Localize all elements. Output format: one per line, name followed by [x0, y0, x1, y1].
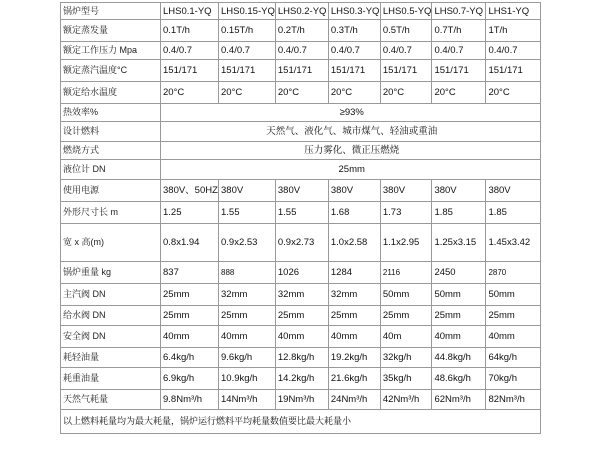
table-cell: 837: [161, 262, 219, 284]
table-row: [61, 82, 541, 104]
table-row: [61, 60, 541, 82]
table-cell: LHS1-YQ: [486, 3, 541, 20]
table-cell: 0.9x2.73: [275, 224, 328, 262]
table-cell: 0.5T/h: [380, 20, 432, 42]
row-label: 主汽阀 DN: [61, 284, 161, 306]
table-cell: 0.9x2.53: [219, 224, 276, 262]
table-cell: 0.7T/h: [432, 20, 486, 42]
table-cell: 151/171: [432, 60, 486, 82]
table-cell: 0.4/0.7: [486, 42, 541, 60]
table-row: [61, 3, 541, 20]
row-label: 额定工作压力 Mpa: [61, 42, 161, 60]
table-cell: 1.25x3.15: [432, 224, 486, 262]
table-cell: 380V: [380, 180, 432, 202]
table-row: [61, 410, 541, 434]
table-cell: 42Nm³/h: [380, 390, 432, 410]
table-cell: 0.4/0.7: [161, 42, 219, 60]
row-label: 额定蒸汽温度°C: [61, 60, 161, 82]
table-cell: 1284: [328, 262, 380, 284]
row-label: 锅炉型号: [61, 3, 161, 20]
table-cell: 82Nm³/h: [486, 390, 541, 410]
table-cell: 44.8kg/h: [432, 348, 486, 368]
table-row: [61, 326, 541, 348]
table-cell: 0.4/0.7: [219, 42, 276, 60]
row-label: 燃烧方式: [61, 142, 161, 160]
table-cell: 2450: [432, 262, 486, 284]
table-cell: LHS0.1-YQ: [161, 3, 219, 20]
table-cell: 25mm: [219, 306, 276, 326]
table-cell: 151/171: [486, 60, 541, 82]
table-cell: 20°C: [486, 82, 541, 104]
row-label: 耗重油量: [61, 368, 161, 390]
row-label: 锅炉重量 kg: [61, 262, 161, 284]
table-cell: 25mm: [275, 306, 328, 326]
table-cell: 0.1T/h: [161, 20, 219, 42]
table-cell: 1.85: [486, 202, 541, 224]
table-cell: 70kg/h: [486, 368, 541, 390]
table-cell: 1.1x2.95: [380, 224, 432, 262]
table-cell: 9.6kg/h: [219, 348, 276, 368]
table-cell: 64kg/h: [486, 348, 541, 368]
table-cell: 19Nm³/h: [275, 390, 328, 410]
table-cell: 1.0x2.58: [328, 224, 380, 262]
row-label: 液位计 DN: [61, 160, 161, 180]
table-row: [61, 348, 541, 368]
table-cell: 380V: [486, 180, 541, 202]
table-cell: LHS0.2-YQ: [275, 3, 328, 20]
table-cell: 380V、50HZ: [161, 180, 219, 202]
table-cell: 1.55: [219, 202, 276, 224]
table-cell: 0.3T/h: [328, 20, 380, 42]
table-cell: 380V: [328, 180, 380, 202]
row-label: 热效率%: [61, 104, 161, 122]
table-cell: 0.4/0.7: [432, 42, 486, 60]
table-note: 以上燃料耗量均为最大耗量，锅炉运行燃料平均耗量数值要比最大耗量小: [61, 410, 541, 434]
table-cell: 6.9kg/h: [161, 368, 219, 390]
row-label: 给水阀 DN: [61, 306, 161, 326]
boiler-spec-table: [60, 2, 541, 434]
table-cell: 1.73: [380, 202, 432, 224]
row-label: 使用电源: [61, 180, 161, 202]
table-cell: 151/171: [161, 60, 219, 82]
table-cell: 20°C: [161, 82, 219, 104]
table-cell: 380V: [275, 180, 328, 202]
table-cell: 50mm: [486, 284, 541, 306]
table-cell: 25mm: [486, 306, 541, 326]
table-cell: 6.4kg/h: [161, 348, 219, 368]
table-cell: 1.25: [161, 202, 219, 224]
table-cell: 151/171: [328, 60, 380, 82]
table-cell: 25mm: [380, 306, 432, 326]
table-cell: 50mm: [432, 284, 486, 306]
table-cell: 2870: [486, 262, 541, 284]
table-cell: LHS0.15-YQ: [219, 3, 276, 20]
table-row: [61, 20, 541, 42]
table-cell: 0.15T/h: [219, 20, 276, 42]
table-cell: 151/171: [275, 60, 328, 82]
table-cell: 40mm: [432, 326, 486, 348]
table-cell: 25mm: [161, 284, 219, 306]
table-cell: 380V: [219, 180, 276, 202]
table-cell: ≥93%: [161, 104, 541, 122]
table-cell: 50mm: [380, 284, 432, 306]
table-cell: 压力雾化、微正压燃烧: [161, 142, 541, 160]
table-cell: 天然气、液化气、城市煤气、轻油或重油: [161, 122, 541, 142]
table-cell: 14.2kg/h: [275, 368, 328, 390]
table-cell: 62Nm³/h: [432, 390, 486, 410]
table-cell: 12.8kg/h: [275, 348, 328, 368]
table-cell: 32mm: [275, 284, 328, 306]
table-cell: LHS0.3-YQ: [328, 3, 380, 20]
table-cell: 40mm: [328, 326, 380, 348]
row-label: 外形尺寸长 m: [61, 202, 161, 224]
table-cell: 20°C: [219, 82, 276, 104]
table-cell: 21.6kg/h: [328, 368, 380, 390]
table-row: [61, 160, 541, 180]
table-row: [61, 42, 541, 60]
row-label: 额定给水温度: [61, 82, 161, 104]
table-row: [61, 224, 541, 262]
table-cell: 0.8x1.94: [161, 224, 219, 262]
table-cell: 32kg/h: [380, 348, 432, 368]
table-row: [61, 202, 541, 224]
table-cell: 25mm: [432, 306, 486, 326]
table-cell: 19.2kg/h: [328, 348, 380, 368]
table-cell: 1T/h: [486, 20, 541, 42]
row-label: 天然气耗量: [61, 390, 161, 410]
table-row: [61, 368, 541, 390]
row-label: 耗轻油量: [61, 348, 161, 368]
table-cell: 20°C: [275, 82, 328, 104]
table-row: [61, 306, 541, 326]
table-cell: 20°C: [432, 82, 486, 104]
row-label: 宽 x 高(m): [61, 224, 161, 262]
table-cell: 25mm: [328, 306, 380, 326]
table-cell: 48.6kg/h: [432, 368, 486, 390]
table-cell: 20°C: [328, 82, 380, 104]
table-cell: 40m: [380, 326, 432, 348]
table-cell: 20°C: [380, 82, 432, 104]
table-cell: 0.4/0.7: [328, 42, 380, 60]
table-cell: 10.9kg/h: [219, 368, 276, 390]
table-cell: 40mm: [219, 326, 276, 348]
table-cell: 9.8Nm³/h: [161, 390, 219, 410]
row-label: 设计燃料: [61, 122, 161, 142]
row-label: 额定蒸发量: [61, 20, 161, 42]
table-cell: 32mm: [219, 284, 276, 306]
table-cell: 0.4/0.7: [380, 42, 432, 60]
table-row: [61, 284, 541, 306]
table-cell: 1026: [275, 262, 328, 284]
table-row: [61, 262, 541, 284]
table-cell: 40mm: [486, 326, 541, 348]
table-cell: 25mm: [161, 306, 219, 326]
table-cell: 1.85: [432, 202, 486, 224]
table-cell: 1.68: [328, 202, 380, 224]
row-label: 安全阀 DN: [61, 326, 161, 348]
table-cell: 25mm: [161, 160, 541, 180]
table-cell: 888: [219, 262, 276, 284]
table-cell: 0.4/0.7: [275, 42, 328, 60]
table-cell: 35kg/h: [380, 368, 432, 390]
table-cell: 151/171: [219, 60, 276, 82]
table-cell: 0.2T/h: [275, 20, 328, 42]
table-cell: 14Nm³/h: [219, 390, 276, 410]
table-cell: 24Nm³/h: [328, 390, 380, 410]
table-cell: 1.45x3.42: [486, 224, 541, 262]
table-row: [61, 390, 541, 410]
table-cell: 40mm: [275, 326, 328, 348]
table-cell: 2116: [380, 262, 432, 284]
table-cell: 151/171: [380, 60, 432, 82]
table-cell: 1.55: [275, 202, 328, 224]
table-cell: 380V: [432, 180, 486, 202]
table-row: [61, 180, 541, 202]
table-row: [61, 104, 541, 122]
table-row: [61, 122, 541, 142]
table-cell: LHS0.5-YQ: [380, 3, 432, 20]
table-row: [61, 142, 541, 160]
table-cell: LHS0.7-YQ: [432, 3, 486, 20]
table-cell: 40mm: [161, 326, 219, 348]
table-cell: 32mm: [328, 284, 380, 306]
